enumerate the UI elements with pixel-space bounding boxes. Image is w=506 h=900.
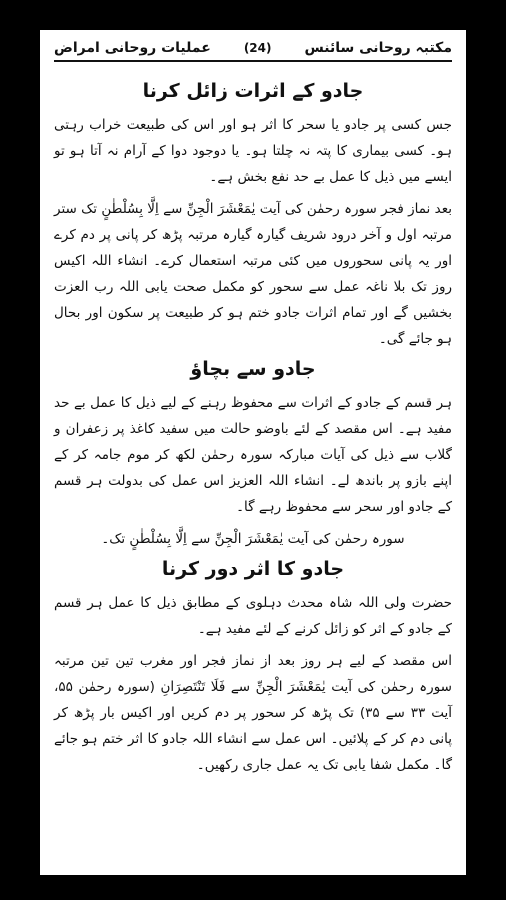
header-book-title: مکتبہ روحانی سائنس	[304, 40, 452, 56]
section-paragraph: بعد نماز فجر سورہ رحمٰن کی آیت یٰمَعْشَرَ الْجِنِّ سے اِلَّا بِسُلْطٰنٍ تک ستر مرتبہ اول و آخر درود شریف گیارہ گیارہ مرتبہ پڑھ کر پانی پر دم کرے اور یہ پانی سحوروں میں کئی مرتبہ استعمال کرے۔ انشاء اللہ اکیس روز تک بلا ناغہ عمل سے سحور کو مکمل صحت یابی اللہ رب العزت بخشیں گے اور تمام اثرات جادو ختم ہو کر طبیعت پر سکون اور بحال ہو جائے گی۔	[54, 201, 452, 347]
book-page	[40, 30, 466, 875]
section-paragraph: جس کسی پر جادو یا سحر کا اثر ہو اور اس کی طبیعت خراب رہتی ہو۔ کسی بیماری کا پتہ نہ چلتا ہو۔ یا دوجود دوا کے آرام نہ آتا ہو تو ایسے میں ذیل کا عمل بے حد نفع بخش ہے۔	[54, 117, 452, 185]
section-paragraph: اس مقصد کے لیے ہر روز بعد از نماز فجر اور مغرب تین تین مرتبہ سورہ رحمٰن کی آیت یٰمَعْشَرَ الْجِنِّ سے فَلَا تَنْتَصِرَانِ (سورہ رحمٰن ۵۵، آیت ۳۳ سے ۳۵) تک پڑھ کر سحور پر دم کریں اور اکیس بار پڑھ کر پانی دم کر کے پلائیں۔ اس عمل سے انشاء اللہ جادو کا اثر ختم ہو جائے گا۔ مکمل شفا یابی تک یہ عمل جاری رکھیں۔	[54, 653, 453, 773]
section-title: جادو سے بچاؤ	[190, 358, 316, 380]
section-paragraph: سورہ رحمٰن کی آیت یٰمَعْشَرَ الْجِنِّ سے اِلَّا بِسُلْطٰنٍ تک۔	[101, 531, 405, 547]
page-header	[54, 40, 452, 62]
section-title: جادو کا اثر دور کرنا	[161, 558, 345, 580]
section-title: جادو کے اثرات زائل کرنا	[142, 80, 364, 102]
page-number: (24)	[243, 41, 272, 55]
header-chapter-title: عملیات روحانی امراض	[54, 40, 211, 56]
section-paragraph: ہر قسم کے جادو کے اثرات سے محفوظ رہنے کے لیے ذیل کا عمل بے حد مفید ہے۔ اس مقصد کے لئے باوضو حالت میں سفید کاغذ پر زعفران و گلاب سے ذیل کی آیات مبارکہ سورہ رحمٰن لکھ کر موم جامہ کر کے اپنے بازو پر باندھ لے۔ انشاء اللہ العزیز اس عمل کی بدولت ہر قسم کے جادو اور سحر سے محفوظ رہے گا۔	[54, 395, 452, 515]
section-paragraph: حضرت ولی اللہ شاہ محدث دہلوی کے مطابق ذیل کا عمل ہر قسم کے جادو کے اثر کو زائل کرنے کے لئے مفید ہے۔	[54, 595, 452, 637]
